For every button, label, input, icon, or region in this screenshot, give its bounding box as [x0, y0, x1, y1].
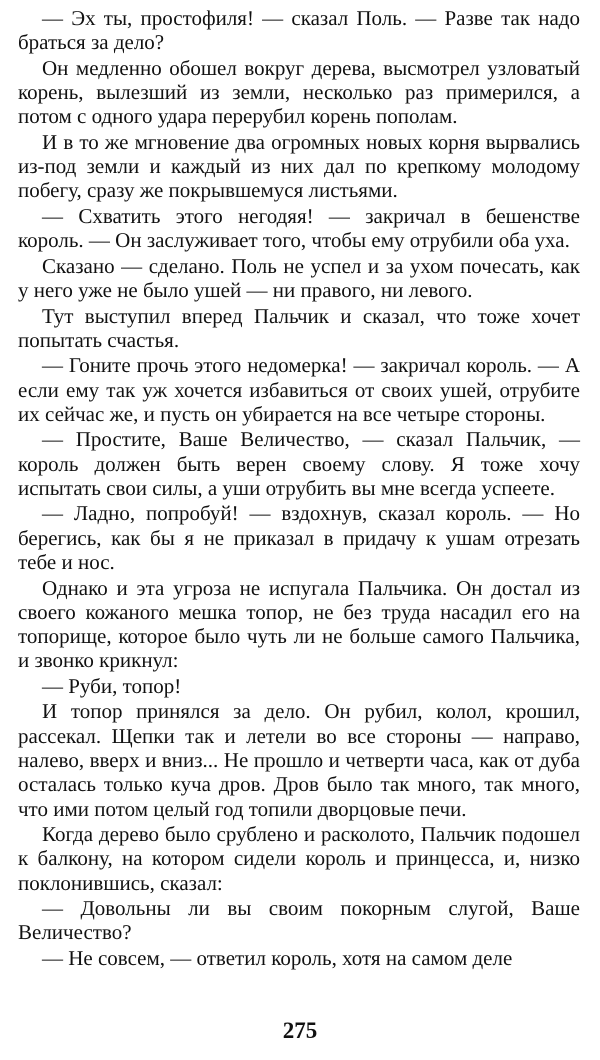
paragraph: Однако и эта угроза не испугала Пальчика. Он достал из своего кожаного мешка топор, не без труда насадил его на топорище, которое было чуть ли не больше самого Пальчика, и звонко крикнул:: [18, 575, 580, 673]
paragraph: — Руби, топор!: [42, 673, 182, 698]
paragraph: — Не совсем, — ответил король, хотя на самом деле: [42, 945, 513, 970]
paragraph: — Эх ты, простофиля! — сказал Поль. — Разве так надо браться за дело?: [18, 6, 580, 55]
paragraph: И в то же мгновение два огромных новых корня вырвались из-под земли и каждый из них дал по крепкому молодому побегу, сразу же покрывшемуся листьями.: [18, 129, 580, 203]
paragraph: Тут выступил вперед Пальчик и сказал, что тоже хочет попытать счастья.: [18, 303, 580, 352]
paragraph: — Простите, Ваше Величество, — сказал Пальчик, — король должен быть верен своему слову. Я тоже хочу испытать свои силы, а уши отрубить вы мне всегда успеете.: [18, 427, 580, 500]
paragraph: Он медленно обошел вокруг дерева, высмотрел узловатый корень, вылезший из земли, несколько раз примерился, а потом с одного удара перерубил корень пополам.: [18, 55, 580, 129]
paragraph: Сказано — сделано. Поль не успел и за ухом почесать, как у него уже не было ушей — ни правого, ни левого.: [18, 253, 580, 303]
page-number: 275: [282, 1018, 318, 1043]
paragraph: — Гоните прочь этого недомерка! — закричал король. — А если ему так уж хочется избавиться от своих ушей, отрубите их сейчас же, и пусть он убирается на все четыре стороны.: [18, 353, 580, 426]
paragraph: Когда дерево было срублено и расколото, Пальчик подошел к балкону, на котором сидели король и принцесса, и, низко поклонившись, сказал:: [18, 822, 580, 895]
paragraph: — Схватить этого негодяя! — закричал в бешенстве король. — Он заслуживает того, чтобы ему отрубили оба уха.: [18, 203, 580, 253]
page-text: [18, 6, 580, 970]
paragraph: И топор принялся за дело. Он рубил, колол, крошил, рассекал. Щепки так и летели во все стороны — направо, налево, вверх и вниз... Не прошло и четверти часа, как от дуба осталась только куча дров. Дров было так много, так много, что ими потом целый год топили дворцовые печи.: [18, 699, 580, 821]
paragraph: — Довольны ли вы своим покорным слугой, Ваше Величество?: [18, 896, 580, 945]
paragraph: — Ладно, попробуй! — вздохнув, сказал король. — Но берегись, как бы я не приказал в придачу к ушам отрезать тебе и нос.: [18, 501, 580, 575]
